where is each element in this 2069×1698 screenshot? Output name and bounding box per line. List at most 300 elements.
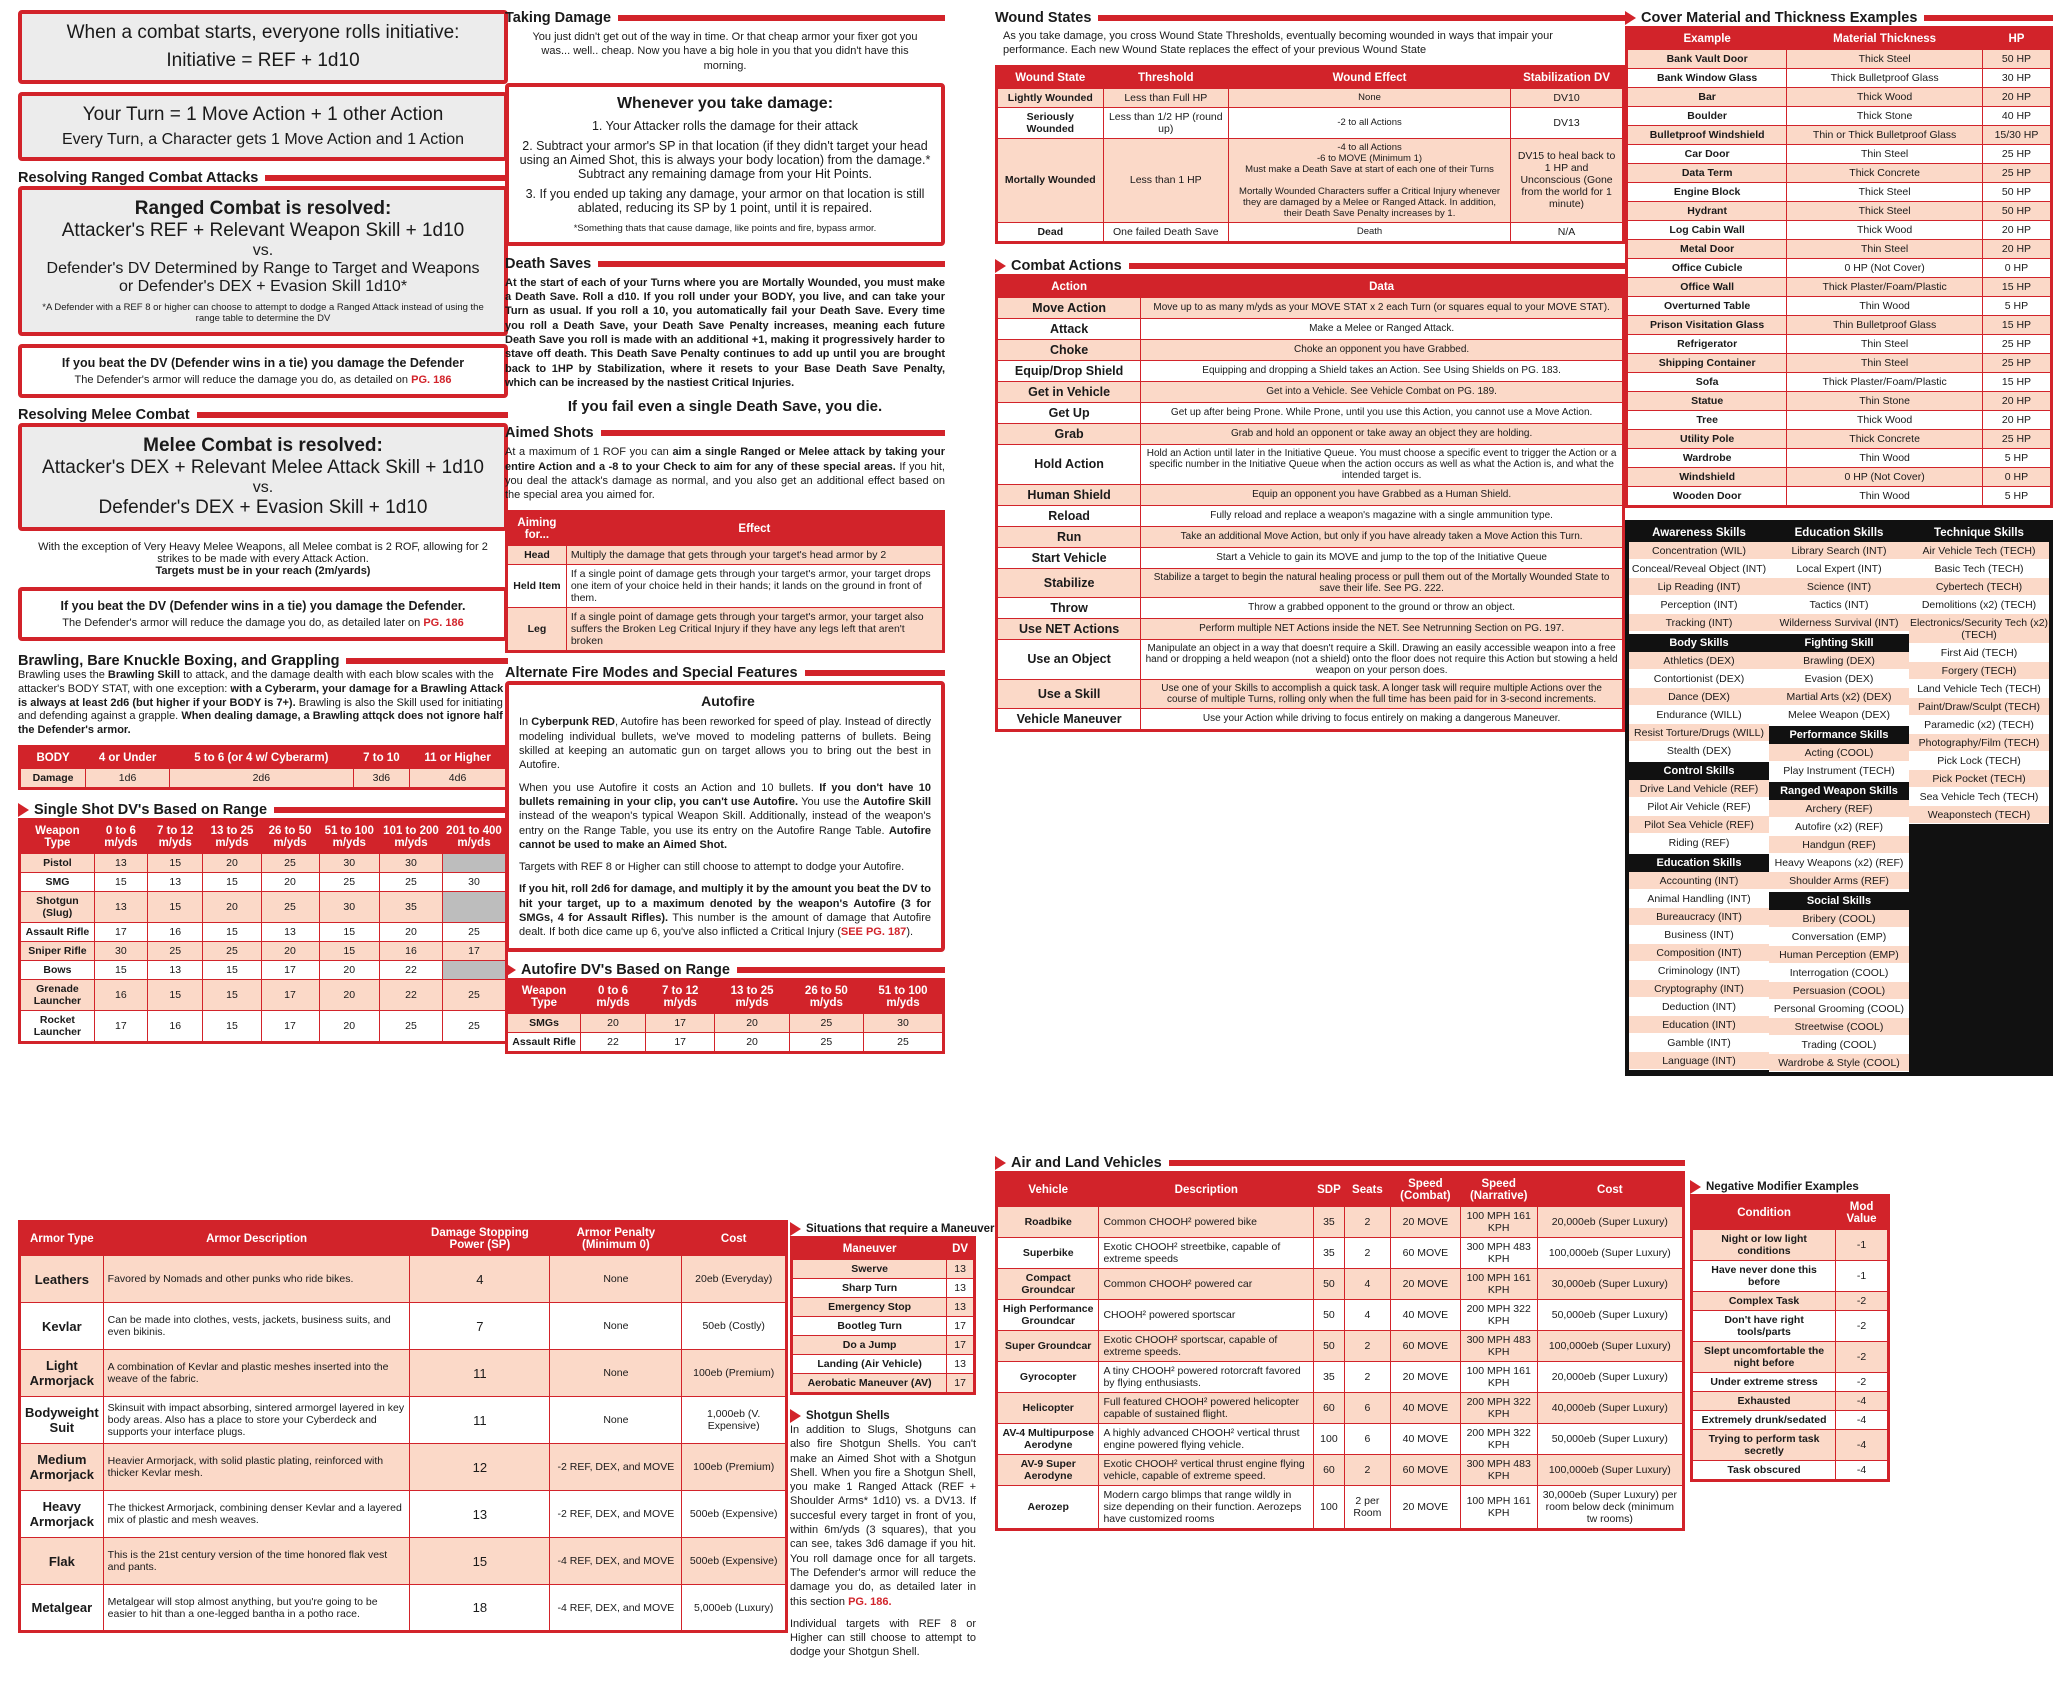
cell: Thick Steel [1787,202,1983,221]
cell: 40 MOVE [1391,1300,1461,1331]
cell: -2 REF, DEX, and MOVE [550,1491,682,1538]
cell: Leg [507,608,567,652]
skill-item[interactable]: Concentration (WIL) [1629,542,1769,560]
cell: Bootleg Turn [792,1317,947,1336]
skill-item[interactable]: Stealth (DEX) [1629,742,1769,760]
cell: 25 [380,872,443,891]
skill-item[interactable]: Gamble (INT) [1629,1034,1769,1052]
cell: 35 [380,891,443,922]
skill-item[interactable]: Composition (INT) [1629,944,1769,962]
melee-l3: vs. [252,479,274,496]
table-row [1627,88,2052,107]
column-header: Cost [682,1222,787,1256]
cell: Sniper Rifle [20,941,95,960]
cell: 200 MPH 322 KPH [1460,1300,1537,1331]
cell: Less than 1/2 HP (round up) [1103,107,1228,138]
cell: 100,000eb (Super Luxury) [1537,1455,1683,1486]
cell: N/A [1511,222,1624,242]
skill-item[interactable]: Contortionist (DEX) [1629,670,1769,688]
skill-item[interactable]: Paint/Draw/Sculpt (TECH) [1909,698,2049,716]
table-row [997,222,1624,242]
skill-item[interactable]: Air Vehicle Tech (TECH) [1909,542,2049,560]
skill-item[interactable]: Streetwise (COOL) [1769,1018,1909,1036]
skill-item[interactable]: Wardrobe & Style (COOL) [1769,1054,1909,1072]
cell: 17 [947,1336,975,1355]
cell: Skinsuit with impact absorbing, sintered armorgel layered in key body areas. Also has a place to store your Cyberdeck and supports your interface plugs. [103,1397,410,1444]
cell: 20 HP [1982,221,2051,240]
cell: 20 [261,872,319,891]
wound-states-header-label: Wound States [995,10,1092,26]
column-header: Wound Effect [1228,66,1510,88]
autofire-p4c: SEE PG. 187 [840,926,907,939]
cell: Use NET Actions [997,618,1141,639]
table-row [1627,221,2052,240]
autofire-p2a: When you use Autofire it costs an Action and 10 bullets. [519,781,820,794]
table-row [20,922,507,941]
table-header-row [997,1173,1684,1207]
initiative-box [18,10,508,84]
cell: Move up to as many m/yds as your MOVE STAT x 2 each Turn (or squares equal to your MOVE STAT). [1141,297,1624,318]
ranged-beat-1: If you beat the DV (Defender wins in a tie) you damage the Defender [61,356,465,370]
th: 4 or Under [86,746,170,768]
cell [442,960,506,979]
table-row [997,107,1624,138]
skill-item[interactable]: Sea Vehicle Tech (TECH) [1909,788,2049,806]
skill-item[interactable]: Shoulder Arms (REF) [1769,872,1909,890]
cell: 5 HP [1982,487,2051,507]
cell: Roadbike [997,1207,1099,1238]
skill-item[interactable]: Drive Land Vehicle (REF) [1629,780,1769,798]
cell: Equipping and dropping a Shield takes an Action. See Using Shields on PG. 183. [1141,360,1624,381]
ranged-header-label: Resolving Ranged Combat Attacks [18,170,259,186]
skill-item[interactable]: Deduction (INT) [1629,998,1769,1016]
cell: 20 [203,891,261,922]
skill-item[interactable]: Bureaucracy (INT) [1629,908,1769,926]
taking-damage-header [505,10,945,26]
table-row [997,1455,1684,1486]
skill-item[interactable]: Wilderness Survival (INT) [1769,614,1909,632]
table-row [1692,1292,1889,1311]
table-row [997,1238,1684,1269]
cell: Get into a Vehicle. See Vehicle Combat on PG. 189. [1141,381,1624,402]
table-row [792,1355,975,1374]
skill-item[interactable]: Accounting (INT) [1629,872,1769,890]
column-header: Material Thickness [1787,28,1983,50]
header-rule [197,412,508,418]
skill-item[interactable]: Cybertech (TECH) [1909,578,2049,596]
melee-l1: Melee Combat is resolved: [143,435,383,456]
cell: None [550,1256,682,1303]
skill-item[interactable]: Persuasion (COOL) [1769,982,1909,1000]
cell: Have never done this before [1692,1261,1836,1292]
cell: 300 MPH 483 KPH [1460,1455,1537,1486]
table-row [20,1350,787,1397]
cell [442,853,506,872]
cell: 100 [1314,1424,1345,1455]
cell: 20,000eb (Super Luxury) [1537,1207,1683,1238]
cell: If a single point of damage gets through your target's armor, your target also suffers the Broken Leg Critical Injury if they have any legs left that aren't broken [566,608,943,652]
skill-item[interactable]: First Aid (TECH) [1909,644,2049,662]
autofire-p2 [519,781,931,852]
skill-item[interactable]: Perception (INT) [1629,596,1769,614]
skill-item[interactable]: Tactics (INT) [1769,596,1909,614]
table-row [997,1424,1684,1455]
cell: Full featured CHOOH² powered helicopter capable of sustained flight. [1099,1393,1314,1424]
cell: Overturned Table [1627,297,1787,316]
skill-item[interactable]: Weaponstech (TECH) [1909,806,2049,824]
skill-item[interactable]: Bribery (COOL) [1769,910,1909,928]
column-header: 7 to 12 m/yds [645,979,715,1013]
cell: 5,000eb (Luxury) [682,1585,787,1632]
cell: 25 HP [1982,335,2051,354]
table-row [507,1013,944,1032]
skill-item[interactable]: Martial Arts (x2) (DEX) [1769,688,1909,706]
table-row [997,402,1624,423]
column-header: Action [997,275,1141,297]
cell: 300 MPH 483 KPH [1460,1331,1537,1362]
skills-column-title: Awareness Skills [1629,524,1769,542]
skill-item[interactable]: Cryptography (INT) [1629,980,1769,998]
cell: Thick Stone [1787,107,1983,126]
brawling-header-label: Brawling, Bare Knuckle Boxing, and Grappling [18,653,340,669]
cell: 4d6 [410,768,507,788]
cell: 60 [1314,1393,1345,1424]
cell: 35 [1314,1238,1345,1269]
cell: 30 [380,853,443,872]
table-row [997,679,1624,708]
skill-item[interactable]: Criminology (INT) [1629,962,1769,980]
cell: 13 [261,922,319,941]
skill-item[interactable]: Heavy Weapons (x2) (REF) [1769,854,1909,872]
cell: 25 [261,853,319,872]
combat-actions-header [995,258,1625,274]
skill-item[interactable]: Photography/Film (TECH) [1909,734,2049,752]
column-damage [505,10,945,1054]
table-header-row [1627,28,2052,50]
table-row [1627,297,2052,316]
autofire-p1c: , Autofire has been reworked for speed of play. Instead of directly modeling individual bullets, we've moved to modeling patterns of bullets. Being skilled at keeping an automatic gun on target allows you to bring out the best in Autofire. [519,716,931,772]
ranged-beat-dv-box [18,344,508,398]
shotgun-shells-p1: In addition to Slugs, Shotguns can also fire Shotgun Shells. You can't make an Aimed Shot with a Shotgun Shell. When you fire a Shotgun Shell, you make 1 Ranged Attack (REF + Shoulder Arms* 1d10) vs. a DV13. If succesful every target in front of you, within 6m/yds (3 squares), that you can see, takes 3d6 damage if you hit. You roll damage once for all targets. The Defender's armor will reduce the damage you do, as detailed later in this section [790,1424,976,1608]
cell: 20eb (Everyday) [682,1256,787,1303]
brawling-p1e: Brawling is also the Skill used for initiating and defending against a grapple. [18,696,503,723]
cell: Flak [20,1538,104,1585]
skill-item[interactable]: Tracking (INT) [1629,614,1769,632]
cell: Bar [1627,88,1787,107]
cell: Aerozep [997,1486,1099,1530]
column-header: Data [1141,275,1624,297]
cell: 200 MPH 322 KPH [1460,1393,1537,1424]
cell: Favored by Nomads and other punks who ride bikes. [103,1256,410,1303]
skill-item[interactable]: Business (INT) [1629,926,1769,944]
skill-item[interactable]: Animal Handling (INT) [1629,890,1769,908]
skill-item[interactable]: Paramedic (x2) (TECH) [1909,716,2049,734]
cell: 200 MPH 322 KPH [1460,1424,1537,1455]
table-row [20,1303,787,1350]
cell: Reload [997,505,1141,526]
skill-item[interactable]: Trading (COOL) [1769,1036,1909,1054]
skill-item[interactable]: Brawling (DEX) [1769,652,1909,670]
melee-beat-2: The Defender's armor will reduce the damage you do, as detailed later on [62,617,424,629]
table-row [1627,69,2052,88]
cell: Leathers [20,1256,104,1303]
cell: Heavy Armorjack [20,1491,104,1538]
table-row [997,639,1624,679]
cell: Thick Plaster/Foam/Plastic [1787,373,1983,392]
cell: 20 [715,1013,789,1032]
table-row [1627,164,2052,183]
cell: Dead [997,222,1104,242]
skill-item[interactable]: Autofire (x2) (REF) [1769,818,1909,836]
cell: Thick Wood [1787,221,1983,240]
table-row [20,1256,787,1303]
skill-item[interactable]: Education (INT) [1629,1016,1769,1034]
skill-item[interactable]: Melee Weapon (DEX) [1769,706,1909,724]
autofire-p4b: This number is the amount of damage that Autofire dealt. If both dice came up 6, you've also inflicted a Critical Injury ( [519,912,931,939]
cell: 13 [947,1279,975,1298]
table-header-row [20,819,507,853]
skill-item[interactable]: Play Instrument (TECH) [1769,762,1909,780]
cell: 17 [94,922,147,941]
cell: Run [997,526,1141,547]
table-header-row [1692,1196,1889,1230]
triangle-icon [995,259,1006,273]
cell: 25 [442,979,506,1010]
autofire-dv-header-label: Autofire DV's Based on Range [521,961,730,978]
melee-combat-box [18,423,508,531]
cell: 500eb (Expensive) [682,1538,787,1585]
autofire-p2b: If you don't have 10 bullets remaining in your clip, you can't use Autofire. [519,781,931,808]
table-row [20,979,507,1010]
cell: 13 [947,1298,975,1317]
skill-item[interactable]: Interrogation (COOL) [1769,964,1909,982]
cell: Tree [1627,411,1787,430]
table-row [997,1207,1684,1238]
cell: 60 MOVE [1391,1238,1461,1269]
cell: 15 HP [1982,373,2051,392]
cell: 13 [947,1260,975,1279]
skill-item[interactable]: Personal Grooming (COOL) [1769,1000,1909,1018]
cell: Don't have right tools/parts [1692,1311,1836,1342]
skill-item[interactable]: Pick Lock (TECH) [1909,752,2049,770]
cell: 4 [1344,1269,1390,1300]
cell: SMG [20,872,95,891]
cell: Wooden Door [1627,487,1787,507]
table-row [997,618,1624,639]
skill-item[interactable]: Riding (REF) [1629,834,1769,852]
table-row [20,853,507,872]
table-row [20,1538,787,1585]
cell: Metalgear [20,1585,104,1632]
skill-item[interactable]: Archery (REF) [1769,800,1909,818]
skill-item[interactable]: Evasion (DEX) [1769,670,1909,688]
table-row [997,1269,1684,1300]
header-rule [265,175,508,181]
table-row [1627,145,2052,164]
cell: 17 [645,1032,715,1052]
shotgun-shells-pg: PG. 186. [848,1595,892,1608]
skill-item[interactable]: Library Search (INT) [1769,542,1909,560]
skill-item[interactable]: Resist Torture/Drugs (WILL) [1629,724,1769,742]
table-row [507,1032,944,1052]
autofire-box [505,681,945,951]
cell: Thick Concrete [1787,430,1983,449]
cell: Exotic CHOOH² vertical thrust engine flying vehicle, capable of extreme speed. [1099,1455,1314,1486]
cell: 13 [410,1491,550,1538]
table-row [997,708,1624,730]
table-header-row [792,1238,975,1260]
aimed-shots-body [505,445,945,502]
melee-note-2: Targets must be in your reach (2m/yards) [155,565,371,577]
column-header: DV [947,1238,975,1260]
cell: 17 [261,979,319,1010]
skill-item[interactable]: Conceal/Reveal Object (INT) [1629,560,1769,578]
vehicles-header [995,1155,1685,1171]
skill-item[interactable]: Athletics (DEX) [1629,652,1769,670]
cell: 100 MPH 161 KPH [1460,1486,1537,1530]
cell: Thick Concrete [1787,164,1983,183]
cell [442,891,506,922]
header-rule [1924,15,2053,21]
header-rule [601,430,945,436]
cell: 30 [442,872,506,891]
column-header: Threshold [1103,66,1228,88]
cell: Gyrocopter [997,1362,1099,1393]
column-header: 13 to 25 m/yds [715,979,789,1013]
skill-item[interactable]: Forgery (TECH) [1909,662,2049,680]
skills-column [1909,524,2049,1072]
cell: 17 [442,941,506,960]
single-shot-dv-table [18,818,508,1044]
brawling-damage-table [18,745,508,790]
cell: 12 [410,1444,550,1491]
cell: Choke an opponent you have Grabbed. [1141,339,1624,360]
cell: 100 MPH 161 KPH [1460,1362,1537,1393]
th: 11 or Higher [410,746,507,768]
cell: Log Cabin Wall [1627,221,1787,240]
table-header-row [20,746,507,768]
triangle-icon [1625,11,1636,25]
cell: High Performance Groundcar [997,1300,1099,1331]
cell: 2 [1344,1207,1390,1238]
cell: 15 HP [1982,278,2051,297]
skill-item[interactable]: Basic Tech (TECH) [1909,560,2049,578]
skill-item[interactable]: Language (INT) [1629,1052,1769,1070]
cell: Thick Bulletproof Glass [1787,69,1983,88]
cell: Thick Wood [1787,411,1983,430]
cell: Boulder [1627,107,1787,126]
skill-item[interactable]: Pilot Air Vehicle (REF) [1629,798,1769,816]
autofire-p3: Targets with REF 8 or Higher can still choose to attempt to dodge your Autofire. [519,861,905,874]
cell: None [550,1397,682,1444]
skill-item[interactable]: Land Vehicle Tech (TECH) [1909,680,2049,698]
cell: Common CHOOH² powered bike [1099,1207,1314,1238]
skill-item[interactable]: Electronics/Security Tech (x2) (TECH) [1909,614,2049,644]
alt-fire-header [505,665,945,681]
cell: 15 [203,922,261,941]
table-row [997,381,1624,402]
brawling-p1f: When dealing damage, a Brawling attqck does not ignore half the Defender's armor. [18,710,503,736]
cell: Task obscured [1692,1461,1836,1481]
table-row [997,423,1624,444]
skills-block [1625,520,2053,1076]
skill-item[interactable]: Demolitions (x2) (TECH) [1909,596,2049,614]
table-row [1627,278,2052,297]
cell: 15 [147,979,203,1010]
cell: 15 [94,872,147,891]
column-header: 0 to 6 m/yds [581,979,646,1013]
skills-column-title: Technique Skills [1909,524,2049,542]
cell: 40,000eb (Super Luxury) [1537,1393,1683,1424]
skill-item[interactable]: Pick Pocket (TECH) [1909,770,2049,788]
table-row [997,339,1624,360]
melee-l2: Attacker's DEX + Relevant Melee Attack Skill + 1d10 [42,457,484,478]
skill-item[interactable]: Dance (DEX) [1629,688,1769,706]
skill-item[interactable]: Science (INT) [1769,578,1909,596]
aimed-shots-table [505,510,945,653]
cell: Super Groundcar [997,1331,1099,1362]
cell: AV-9 Super Aerodyne [997,1455,1099,1486]
cell: -4 [1836,1411,1889,1430]
cell: Bank Window Glass [1627,69,1787,88]
column-header: 51 to 100 m/yds [319,819,379,853]
cell: 13 [947,1355,975,1374]
cell: 16 [94,979,147,1010]
cell: 20 MOVE [1391,1269,1461,1300]
cell: Complex Task [1692,1292,1836,1311]
cell: 30 [319,891,379,922]
armor-table [18,1220,788,1633]
cell: 2 [1344,1455,1390,1486]
cell: 22 [380,979,443,1010]
skill-item[interactable]: Lip Reading (INT) [1629,578,1769,596]
cell: 100eb (Premium) [682,1350,787,1397]
single-shot-header [18,802,508,818]
triangle-icon [995,1156,1006,1170]
table-row [997,138,1624,222]
column-header: Vehicle [997,1173,1099,1207]
skill-item[interactable]: Endurance (WILL) [1629,706,1769,724]
cell: Stabilize [997,568,1141,597]
ranged-l3: vs. [252,242,274,259]
skill-item[interactable]: Pilot Sea Vehicle (REF) [1629,816,1769,834]
cell: 300 MPH 483 KPH [1460,1238,1537,1269]
cell: Metal Door [1627,240,1787,259]
cell: Refrigerator [1627,335,1787,354]
cell: 100 [1314,1486,1345,1530]
cell: Utility Pole [1627,430,1787,449]
table-row [792,1317,975,1336]
column-wounds-actions [995,10,1625,732]
skill-item[interactable]: Handgun (REF) [1769,836,1909,854]
skill-item[interactable]: Acting (COOL) [1769,744,1909,762]
cell: Windshield [1627,468,1787,487]
skill-item[interactable]: Human Perception (EMP) [1769,946,1909,964]
cell: 25 [203,941,261,960]
cell: Exhausted [1692,1392,1836,1411]
cell: Metalgear will stop almost anything, but you're going to be easier to hit than a one-legged bantha in a potho race. [103,1585,410,1632]
skill-item[interactable]: Local Expert (INT) [1769,560,1909,578]
skill-item[interactable]: Conversation (EMP) [1769,928,1909,946]
brawling-header [18,653,508,669]
cell: 15 [94,960,147,979]
cell: Lightly Wounded [997,88,1104,107]
cell: 1d6 [86,768,170,788]
cell: Assault Rifle [20,922,95,941]
cell: Thick Steel [1787,50,1983,69]
cell: 20 [319,979,379,1010]
header-rule [274,807,508,813]
